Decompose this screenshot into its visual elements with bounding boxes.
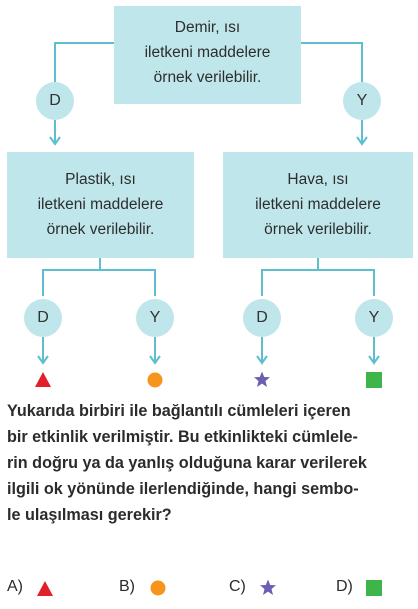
question-line: Yukarıda birbiri ile bağlantılı cümleleri içeren: [7, 402, 351, 420]
false-branch-circle: [136, 299, 174, 337]
left-statement-line: Plastik, ısı: [65, 171, 136, 188]
option-b-label[interactable]: B): [119, 578, 135, 595]
true-label: D: [256, 309, 268, 326]
true-branch-circle: [36, 82, 74, 120]
option-d-label[interactable]: D): [336, 578, 353, 595]
false-label: Y: [356, 92, 368, 109]
root-statement-line: örnek verilebilir.: [153, 69, 262, 86]
option-c-label[interactable]: C): [229, 578, 246, 595]
left-statement-line: örnek verilebilir.: [46, 221, 155, 238]
star-icon: [259, 579, 277, 596]
right-statement-box: [223, 152, 413, 258]
triangle-icon: [36, 580, 54, 597]
square-icon: [366, 580, 382, 596]
question-line: ilgili ok yönünde ilerlendiğinde, hangi sembo-: [7, 480, 359, 498]
question-line: rin doğru ya da yanlış olduğuna karar verilerek: [7, 454, 367, 472]
true-branch-circle: [243, 299, 281, 337]
question-line: le ulaşılması gerekir?: [7, 506, 172, 524]
option-a-label[interactable]: A): [7, 578, 23, 595]
false-branch-circle: [355, 299, 393, 337]
root-statement-line: Demir, ısı: [174, 19, 241, 36]
true-label: D: [37, 309, 49, 326]
triangle-icon: [34, 371, 52, 388]
left-statement-box: [7, 152, 194, 258]
circle-icon: [150, 580, 166, 596]
question-line: bir etkinlik verilmiştir. Bu etkinlikteki cümlele-: [7, 428, 358, 446]
root-statement-line: iletkeni maddelere: [144, 44, 271, 61]
right-statement-line: iletkeni maddelere: [255, 196, 381, 213]
true-label: D: [49, 92, 61, 109]
left-statement-line: iletkeni maddelere: [37, 196, 164, 213]
root-statement-box: [114, 6, 301, 104]
question-text: [7, 398, 413, 528]
square-icon: [366, 372, 382, 388]
circle-icon: [147, 372, 163, 388]
right-statement-line: Hava, ısı: [287, 171, 349, 188]
star-icon: [253, 371, 271, 388]
false-label: Y: [368, 309, 380, 326]
right-statement-line: örnek verilebilir.: [264, 221, 372, 238]
false-branch-circle: [343, 82, 381, 120]
true-branch-circle: [24, 299, 62, 337]
false-label: Y: [149, 309, 161, 326]
